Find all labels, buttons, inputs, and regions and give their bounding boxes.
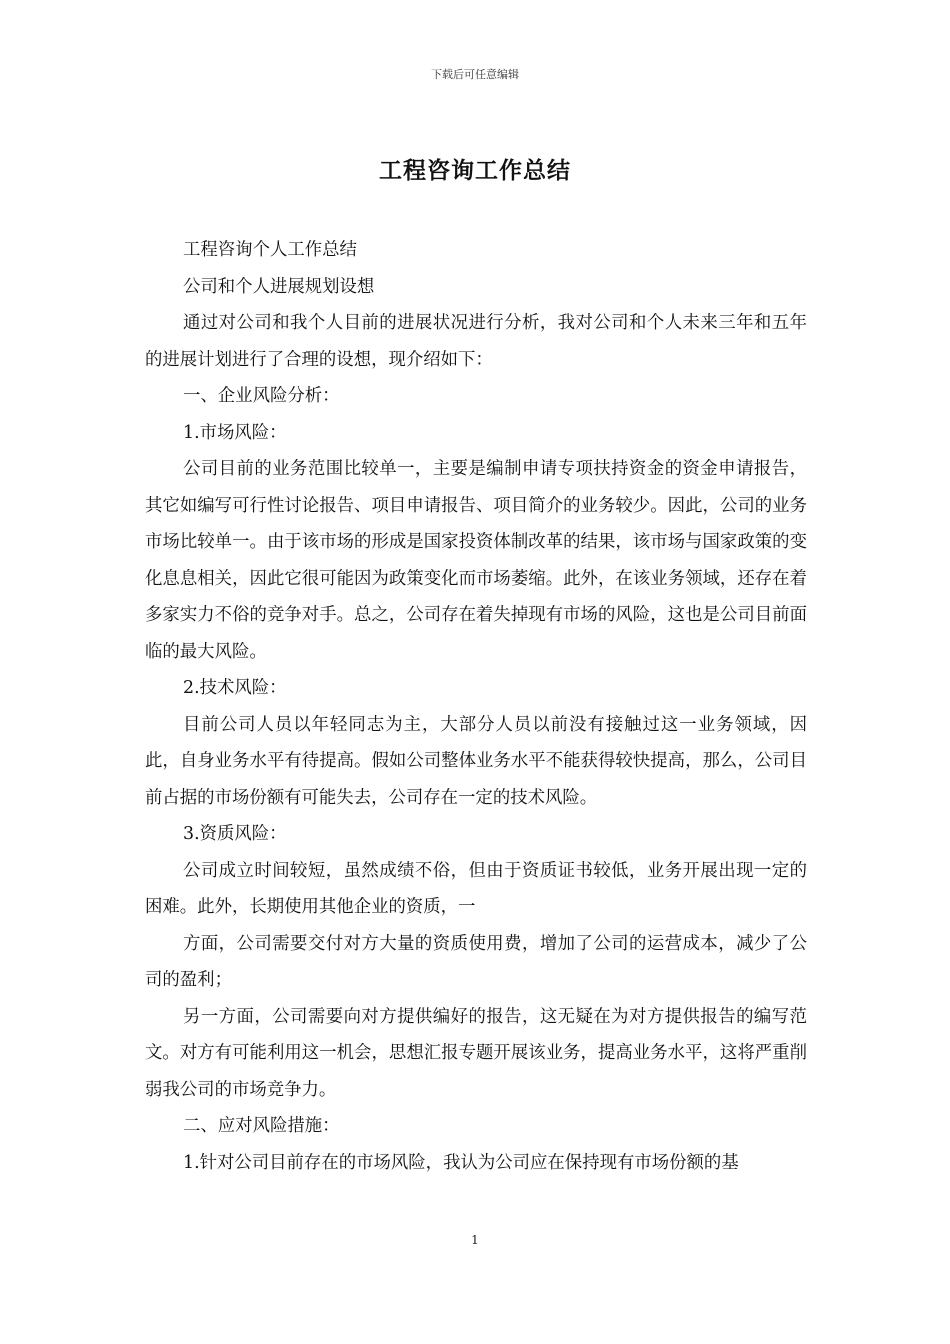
document-title: 工程咨询工作总结	[379, 157, 571, 184]
subheading-technical-risk: 2.技术风险：	[183, 678, 287, 698]
section-heading-risk-analysis: 一、企业风险分析：	[183, 386, 340, 406]
paragraph-intro: 通过对公司和我个人目前的进展状况进行分析，我对公司和个人未来三年和五年的进展计划进行了合理的设想，现介绍如下：	[145, 313, 807, 370]
paragraph-heading: 公司和个人进展规划设想	[183, 276, 375, 297]
paragraph-qualification-risk: 公司成立时间较短，虽然成绩不俗，但由于资质证书较低，业务开展出现一定的困难。此外，长期使用其他企业的资质，一	[145, 860, 807, 917]
document-body	[145, 232, 807, 1181]
subheading-qualification-risk: 3.资质风险：	[183, 824, 287, 844]
page-header: 下载后可任意编辑	[431, 68, 519, 81]
paragraph-qualification-competition: 另一方面，公司需要向对方提供编好的报告，这无疑在为对方提供报告的编写范文。对方有可能利用这一机会，思想汇报专题开展该业务，提高业务水平，这将严重削弱我公司的市场竞争力。	[145, 1006, 807, 1100]
paragraph-measure-market: 1.针对公司目前存在的市场风险，我认为公司应在保持现有市场份额的基	[183, 1152, 739, 1173]
paragraph-market-risk: 公司目前的业务范围比较单一，主要是编制申请专项扶持资金的资金申请报告，其它如编写可行性讨论报告、项目申请报告、项目简介的业务较少。因此，公司的业务市场比较单一。由于该市场的形成是国家投资体制改革的结果，该市场与国家政策的变化息息相关，因此它很可能因为政策变化而市场萎缩。此外，在该业务领域，还存在着多家实力不俗的竞争对手。总之，公司存在着失掉现有市场的风险，这也是公司目前面临的最大风险。	[145, 459, 807, 662]
paragraph-qualification-cost: 方面，公司需要交付对方大量的资质使用费，增加了公司的运营成本，减少了公司的盈利；	[145, 933, 807, 990]
paragraph-subtitle: 工程咨询个人工作总结	[183, 240, 357, 260]
paragraph-technical-risk: 目前公司人员以年轻同志为主，大部分人员以前没有接触过这一业务领域，因此，自身业务水平有待提高。假如公司整体业务水平不能获得较快提高，那么，公司目前占据的市场份额有可能失去，公司存在一定的技术风险。	[145, 714, 807, 808]
section-heading-risk-measures: 二、应对风险措施：	[183, 1116, 340, 1136]
page-number: 1	[471, 1233, 479, 1247]
subheading-market-risk: 1.市场风险：	[183, 422, 287, 443]
